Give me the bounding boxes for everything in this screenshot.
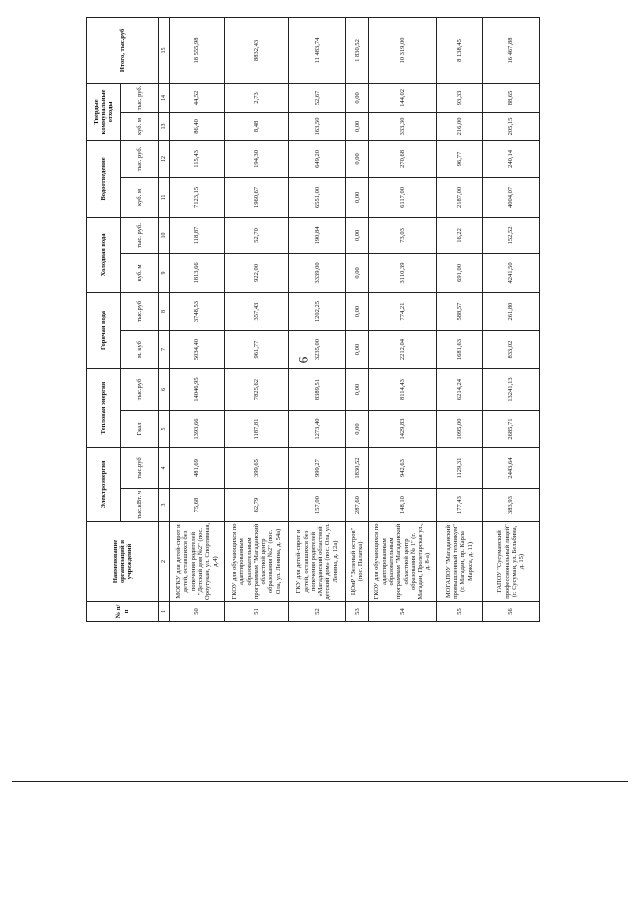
header-sewerage: Водоотведение <box>87 140 121 217</box>
value-cell-hot-sum: 3748,53 <box>170 292 225 330</box>
organization-name-cell: ГАПОУ "Сусуманский профессиональный лицей" (г. Сусуман, ул. Бельбина, д. 15) <box>482 522 539 602</box>
table-row <box>170 17 225 621</box>
value-cell-heat-qty: 1429,83 <box>369 411 437 448</box>
value-cell-heat-qty: 1393,66 <box>170 411 225 448</box>
value-cell-waste-qty: 205,15 <box>482 112 539 140</box>
value-cell-sew-sum: 0,00 <box>346 140 369 177</box>
table-row <box>289 17 346 621</box>
value-cell-waste-qty: 333,30 <box>369 112 437 140</box>
value-cell-sew-sum: 194,30 <box>224 140 288 177</box>
value-cell-sew-qty: 1960,67 <box>224 177 288 217</box>
organization-name-cell: ЦОиР "Зеленый остров" (пос. Палатка) <box>346 522 369 602</box>
value-cell-hot-qty: 2212,04 <box>369 331 437 369</box>
value-cell-sew-qty: 0,00 <box>346 177 369 217</box>
value-cell-hot-qty: 0,00 <box>346 331 369 369</box>
value-cell-waste-sum: 93,33 <box>436 83 482 112</box>
unit-heat-sum: тыс.руб <box>121 369 159 411</box>
value-cell-hot-sum: 1202,25 <box>289 292 346 330</box>
value-cell-cold-sum: 0,00 <box>346 217 369 253</box>
value-cell-sew-qty: 6551,00 <box>289 177 346 217</box>
value-cell-cold-sum: 52,70 <box>224 217 288 253</box>
value-cell-el-sum: 481,69 <box>170 448 225 489</box>
value-cell-el-qty: 75,68 <box>170 489 225 522</box>
table-row <box>482 17 539 621</box>
value-cell-cold-qty: 0,00 <box>346 253 369 292</box>
column-number: 9 <box>159 253 170 292</box>
value-cell-total: 11 483,74 <box>289 17 346 83</box>
value-cell-cold-sum: 73,03 <box>369 217 437 253</box>
column-number: 12 <box>159 140 170 177</box>
value-cell-heat-qty: 1273,40 <box>289 411 346 448</box>
value-cell-cold-qty: 691,00 <box>436 253 482 292</box>
row-number-cell: 55 <box>436 602 482 622</box>
row-number-cell: 52 <box>289 602 346 622</box>
value-cell-cold-qty: 3110,39 <box>369 253 437 292</box>
value-cell-el-qty: 177,43 <box>436 489 482 522</box>
value-cell-hot-qty: 1681,63 <box>436 331 482 369</box>
value-cell-total: 10 319,00 <box>369 17 437 83</box>
column-number: 15 <box>159 17 170 83</box>
value-cell-cold-sum: 118,87 <box>170 217 225 253</box>
value-cell-hot-qty: 3235,00 <box>289 331 346 369</box>
header-electricity: Электроэнергия <box>87 448 121 522</box>
value-cell-el-qty: 62,79 <box>224 489 288 522</box>
value-cell-waste-qty: 0,00 <box>346 112 369 140</box>
value-cell-cold-qty: 3339,00 <box>289 253 346 292</box>
value-cell-sew-sum: 270,68 <box>369 140 437 177</box>
value-cell-el-sum: 2443,64 <box>482 448 539 489</box>
column-number: 8 <box>159 292 170 330</box>
header-organization-name: Наименование организаций и учреждений <box>87 522 159 602</box>
value-cell-total: 18 555,98 <box>170 17 225 83</box>
column-number: 2 <box>159 522 170 602</box>
value-cell-waste-sum: 0,00 <box>346 83 369 112</box>
value-cell-hot-sum: 357,43 <box>224 292 288 330</box>
value-cell-heat-qty: 1095,00 <box>436 411 482 448</box>
value-cell-sew-sum: 240,14 <box>482 140 539 177</box>
unit-waste-quantity: куб. м <box>121 112 159 140</box>
value-cell-cold-sum: 190,84 <box>289 217 346 253</box>
table-row <box>224 17 288 621</box>
value-cell-heat-qty: 0,00 <box>346 411 369 448</box>
value-cell-sew-qty: 6117,00 <box>369 177 437 217</box>
row-number-cell: 50 <box>170 602 225 622</box>
rotated-table-sheet <box>86 18 540 622</box>
column-number: 11 <box>159 177 170 217</box>
unit-heat-quantity: Гкал <box>121 411 159 448</box>
utilities-cost-table <box>86 17 540 622</box>
row-number-cell: 56 <box>482 602 539 622</box>
value-cell-sew-sum: 649,20 <box>289 140 346 177</box>
column-number-row <box>159 17 170 621</box>
unit-electricity-sum: тыс.руб <box>121 448 159 489</box>
value-cell-waste-qty: 86,40 <box>170 112 225 140</box>
organization-name-cell: ГКОУ для обучающихся по адаптированным образовательным программам "Магаданский областной центр образования №2" (пос. Ола, ул. Ленина, д. 54а) <box>224 522 288 602</box>
value-cell-el-sum: 1830,52 <box>346 448 369 489</box>
value-cell-el-qty: 287,60 <box>346 489 369 522</box>
unit-electricity-quantity: тыс.кВт. ч <box>121 489 159 522</box>
value-cell-hot-sum: 0,00 <box>346 292 369 330</box>
value-cell-el-sum: 999,27 <box>289 448 346 489</box>
value-cell-total: 16 467,88 <box>482 17 539 83</box>
column-number: 3 <box>159 489 170 522</box>
value-cell-hot-qty: 833,02 <box>482 331 539 369</box>
table-row <box>346 17 369 621</box>
value-cell-cold-sum: 152,52 <box>482 217 539 253</box>
value-cell-el-qty: 157,00 <box>289 489 346 522</box>
organization-name-cell: МОГКУ для детей-сирот и детей, оставшихся без попечения родителей "Детский дом №2" (пос. Ороутукан, ул. Спортивная, д.4) <box>170 522 225 602</box>
value-cell-total: 8 138,45 <box>436 17 482 83</box>
header-hot-water: Горячая вода <box>87 292 121 368</box>
value-cell-heat-qty: 2685,71 <box>482 411 539 448</box>
unit-sewerage-quantity: куб. м <box>121 177 159 217</box>
value-cell-heat-sum: 6214,24 <box>436 369 482 411</box>
value-cell-el-sum: 399,65 <box>224 448 288 489</box>
unit-sewerage-sum: тыс. руб. <box>121 140 159 177</box>
value-cell-waste-qty: 8,48 <box>224 112 288 140</box>
organization-name-cell: ГКУ для детей-сирот и детей, оставшихся без попечения родителей «Магаданский областной детский дом» (пос. Ола, ул. Ленина, д. 12а) <box>289 522 346 602</box>
value-cell-el-sum: 942,63 <box>369 448 437 489</box>
page-number: 6 <box>295 356 311 364</box>
value-cell-waste-sum: 44,52 <box>170 83 225 112</box>
header-solid-waste: Твердые коммунальные отходы <box>87 83 121 140</box>
value-cell-sew-qty: 7123,15 <box>170 177 225 217</box>
value-cell-heat-sum: 8389,51 <box>289 369 346 411</box>
unit-hot-water-sum: тыс.руб <box>121 292 159 330</box>
value-cell-el-qty: 148,10 <box>369 489 437 522</box>
column-number: 14 <box>159 83 170 112</box>
column-number: 7 <box>159 331 170 369</box>
column-number: 1 <box>159 602 170 622</box>
table-row <box>369 17 437 621</box>
unit-cold-water-sum: тыс. руб. <box>121 217 159 253</box>
value-cell-hot-sum: 774,21 <box>369 292 437 330</box>
value-cell-heat-sum: 13241,13 <box>482 369 539 411</box>
value-cell-heat-sum: 7825,62 <box>224 369 288 411</box>
value-cell-heat-sum: 14046,95 <box>170 369 225 411</box>
header-number: № п/п <box>87 602 159 622</box>
value-cell-sew-sum: 115,43 <box>170 140 225 177</box>
value-cell-hot-sum: 261,80 <box>482 292 539 330</box>
column-number: 10 <box>159 217 170 253</box>
value-cell-heat-qty: 1187,81 <box>224 411 288 448</box>
unit-hot-water-quantity: м. куб <box>121 331 159 369</box>
header-cold-water: Холодная вода <box>87 217 121 292</box>
organization-name-cell: ГКОУ для обучающихся по адаптированным образовательным программам "Магаданский областной центр образования № 1" (г. Магадан, Пролетарская ул., д. 8-а) <box>369 522 437 602</box>
column-number: 4 <box>159 448 170 489</box>
value-cell-waste-qty: 163,50 <box>289 112 346 140</box>
value-cell-waste-qty: 216,00 <box>436 112 482 140</box>
value-cell-cold-qty: 1813,66 <box>170 253 225 292</box>
column-number: 5 <box>159 411 170 448</box>
value-cell-waste-sum: 88,65 <box>482 83 539 112</box>
unit-waste-sum: тыс. руб. <box>121 83 159 112</box>
header-heat-energy: Тепловая энергия <box>87 369 121 448</box>
value-cell-cold-sum: 16,22 <box>436 217 482 253</box>
value-cell-total: 8832,43 <box>224 17 288 83</box>
value-cell-heat-sum: 0,00 <box>346 369 369 411</box>
value-cell-waste-sum: 144,02 <box>369 83 437 112</box>
row-number-cell: 54 <box>369 602 437 622</box>
value-cell-el-sum: 1129,31 <box>436 448 482 489</box>
page-divider-line <box>12 781 628 782</box>
value-cell-waste-sum: 52,67 <box>289 83 346 112</box>
table-row <box>436 17 482 621</box>
value-cell-sew-qty: 2187,00 <box>436 177 482 217</box>
value-cell-sew-sum: 96,77 <box>436 140 482 177</box>
row-number-cell: 53 <box>346 602 369 622</box>
organization-name-cell: МОГАПОУ "Магаданский промышленный техникум" (г. Магадан, пр. Карла Маркса, д. 11) <box>436 522 482 602</box>
value-cell-waste-sum: 2,73 <box>224 83 288 112</box>
unit-cold-water-quantity: куб. м <box>121 253 159 292</box>
header-total: Итого, тыс.руб <box>87 17 159 83</box>
value-cell-heat-sum: 8114,43 <box>369 369 437 411</box>
column-number: 6 <box>159 369 170 411</box>
value-cell-hot-qty: 961,77 <box>224 331 288 369</box>
value-cell-sew-qty: 4004,07 <box>482 177 539 217</box>
value-cell-cold-qty: 4241,50 <box>482 253 539 292</box>
value-cell-cold-qty: 922,00 <box>224 253 288 292</box>
value-cell-total: 1 830,52 <box>346 17 369 83</box>
column-number: 13 <box>159 112 170 140</box>
row-number-cell: 51 <box>224 602 288 622</box>
value-cell-hot-qty: 5034,40 <box>170 331 225 369</box>
value-cell-el-qty: 383,93 <box>482 489 539 522</box>
value-cell-hot-sum: 588,57 <box>436 292 482 330</box>
